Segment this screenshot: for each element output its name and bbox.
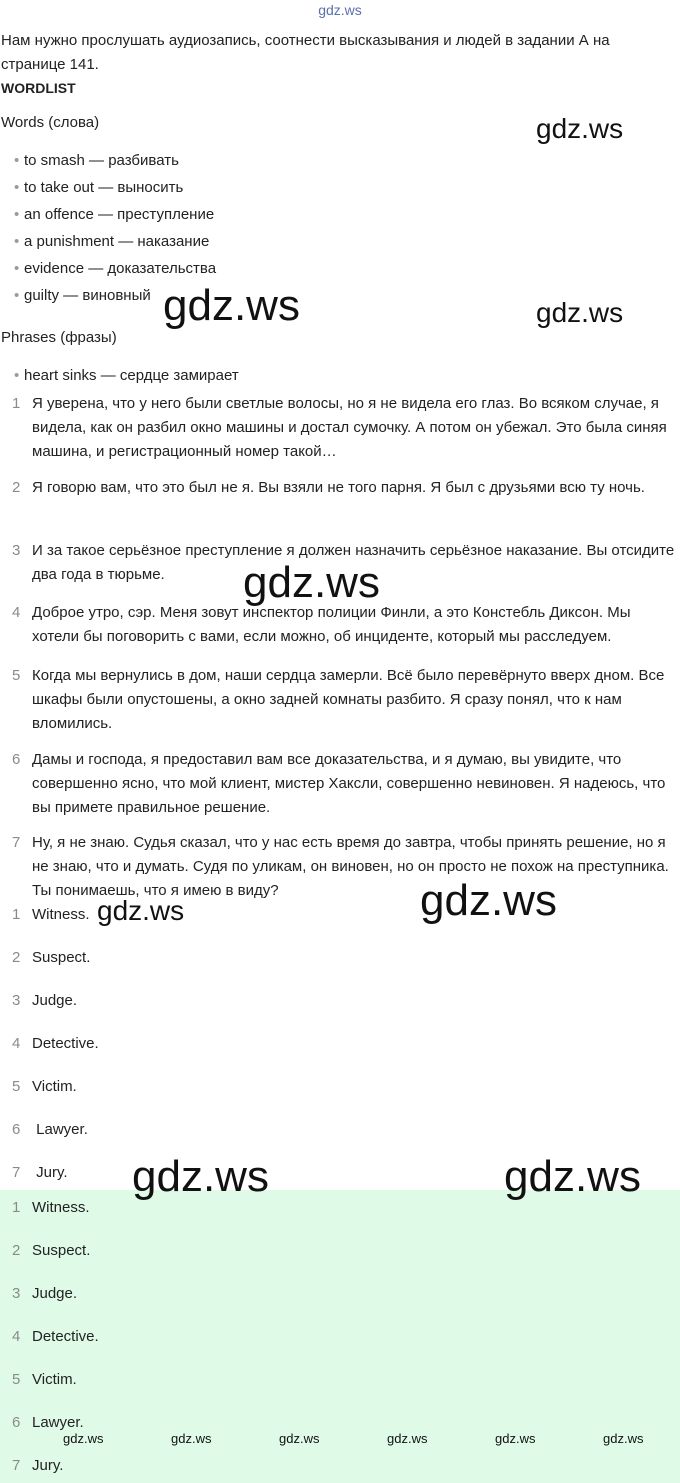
list-item: • an offence — преступление xyxy=(14,203,214,227)
list-item: • heart sinks — сердце замирает xyxy=(14,364,239,388)
answer-item-highlighted: 3 Judge. xyxy=(12,1285,78,1302)
watermark: gdz.ws xyxy=(495,1431,536,1446)
bullet-icon: • xyxy=(14,260,20,277)
bullet-icon: • xyxy=(14,367,20,384)
numbered-paragraph: 5 Когда мы вернулись в дом, наши сердца замерли. Всё было перевёрнуто вверх дном. Все шкафы были опустошены, а окно задней комнаты разбито. Я сразу понял, что к нам вломились. xyxy=(12,667,665,732)
watermark: gdz.ws xyxy=(63,1431,104,1446)
answer-item: 1 Witness. xyxy=(12,906,90,923)
list-item: • evidence — доказательства xyxy=(14,257,216,281)
bullet-icon: • xyxy=(14,233,20,250)
numbered-paragraph: 1 Я уверена, что у него были светлые волосы, но я не видела его глаз. Во всяком случае, я видела, как он разбил окно машины и достал сумочку. А потом он убежал. Это была синяя машина, и регистрационный номер такой… xyxy=(12,395,667,460)
watermark: gdz.ws xyxy=(536,113,624,144)
watermark: gdz.ws xyxy=(504,1152,641,1201)
answer-item-highlighted: 5 Victim. xyxy=(12,1371,77,1388)
list-item: • a punishment — наказание xyxy=(14,230,209,254)
intro-text: Нам нужно прослушать аудиозапись, соотнести высказывания и людей в задании А на странице 141. xyxy=(1,32,610,73)
answer-item: 7 Jury. xyxy=(12,1164,68,1181)
numbered-paragraph: 7 Ну, я не знаю. Судья сказал, что у нас есть время до завтра, чтобы принять решение, но я не знаю, что и думать. Судя по уликам, он виновен, но он просто не похож на преступника. Ты понимаешь, что я имею в виду? xyxy=(12,834,669,899)
watermark: gdz.ws xyxy=(171,1431,212,1446)
list-item: • guilty — виновный xyxy=(14,284,151,308)
list-item: • to smash — разбивать xyxy=(14,149,179,173)
watermark: gdz.ws xyxy=(243,558,380,607)
watermark: gdz.ws xyxy=(536,297,624,328)
site-title[interactable]: gdz.ws xyxy=(318,2,362,18)
answer-item-highlighted: 6 Lawyer. xyxy=(12,1414,84,1431)
answer-item: 2 Suspect. xyxy=(12,949,91,966)
numbered-paragraph: 3 И за такое серьёзное преступление я должен назначить серьёзное наказание. Вы отсидите два года в тюрьме. xyxy=(12,542,675,583)
wordlist-heading: WORDLIST xyxy=(1,80,76,96)
answer-item: 4 Detective. xyxy=(12,1035,99,1052)
answer-item-highlighted: 2 Suspect. xyxy=(12,1242,91,1259)
watermark: gdz.ws xyxy=(387,1431,428,1446)
watermark: gdz.ws xyxy=(163,281,300,330)
watermark-row xyxy=(0,1431,680,1447)
words-heading: Words (слова) xyxy=(1,114,100,131)
watermark: gdz.ws xyxy=(132,1152,269,1201)
answer-item-highlighted: 4 Detective. xyxy=(12,1328,99,1345)
numbered-paragraph: 4 Доброе утро, сэр. Меня зовут инспектор полиции Финли, а это Констебль Диксон. Мы хотели бы поговорить с вами, если можно, об инциденте, который мы расследуем. xyxy=(12,604,631,645)
bullet-icon: • xyxy=(14,179,20,196)
phrases-heading: Phrases (фразы) xyxy=(1,329,117,346)
watermark: gdz.ws xyxy=(603,1431,644,1446)
numbered-paragraph: 2 Я говорю вам, что это был не я. Вы взяли не того парня. Я был с друзьями всю ту ночь. xyxy=(12,479,645,496)
watermark: gdz.ws xyxy=(279,1431,320,1446)
watermark: gdz.ws xyxy=(97,895,185,926)
bullet-icon: • xyxy=(14,152,20,169)
bullet-icon: • xyxy=(14,206,20,223)
answer-item: 3 Judge. xyxy=(12,992,78,1009)
answer-item: 5 Victim. xyxy=(12,1078,77,1095)
numbered-paragraph: 6 Дамы и господа, я предоставил вам все доказательства, и я думаю, вы увидите, что совершенно ясно, что мой клиент, мистер Хаксли, совершенно невиновен. Я надеюсь, что вы примете правильное решение. xyxy=(12,751,666,816)
watermark: gdz.ws xyxy=(420,876,557,925)
answer-item-highlighted: 1 Witness. xyxy=(12,1199,90,1216)
answer-item-highlighted: 7 Jury. xyxy=(12,1457,64,1474)
answer-item: 6 Lawyer. xyxy=(12,1121,88,1138)
list-item: • to take out — выносить xyxy=(14,176,183,200)
bullet-icon: • xyxy=(14,287,20,304)
